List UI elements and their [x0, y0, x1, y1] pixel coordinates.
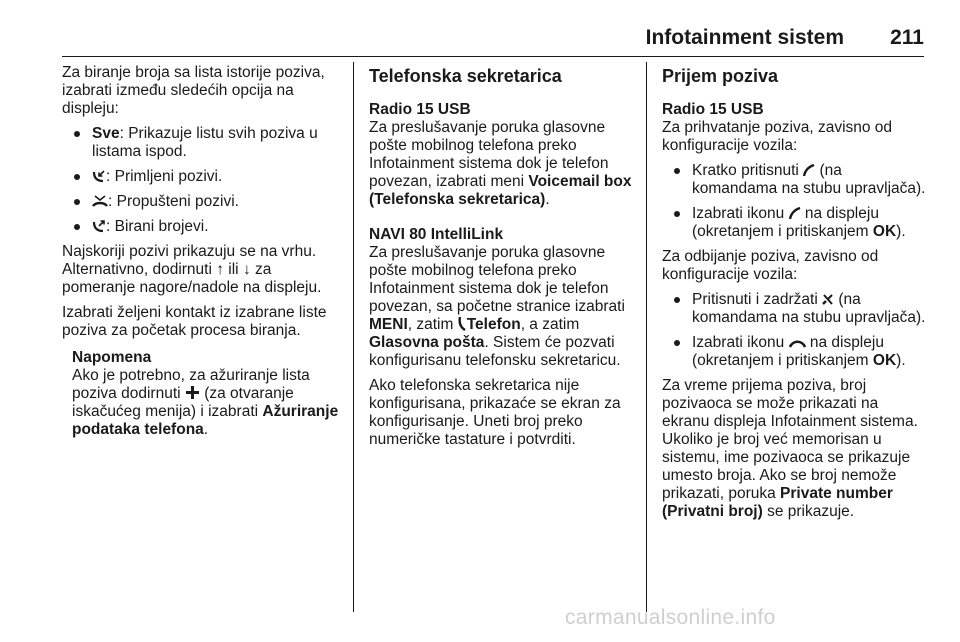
text: . [545, 191, 550, 208]
column-divider-2 [646, 62, 647, 612]
list-item [62, 125, 344, 161]
hang-up-icon [822, 293, 834, 306]
bold-text: OK [872, 223, 897, 240]
bold-text: Voicemail box (Telefonska sekretarica) [369, 173, 632, 208]
item-text: : Propušteni pozivi. [108, 193, 239, 210]
item-text: : Primljeni pozivi. [106, 168, 223, 185]
paragraph [369, 244, 641, 370]
column-voicemail [369, 64, 641, 456]
answer-call-icon [803, 164, 815, 177]
bold-text: Private number (Privatni broj) [662, 485, 893, 520]
list-item [62, 193, 344, 211]
list-item [662, 291, 928, 327]
incoming-call-icon [92, 169, 106, 183]
text: Kratko pritisnuti [692, 162, 799, 179]
bold-text: Glasovna pošta [369, 334, 485, 351]
section-title: Prijem poziva [662, 66, 779, 86]
text: za pomeranje nagore/nadole na displeju. [62, 261, 322, 296]
paragraph [369, 119, 641, 209]
text: . [203, 421, 209, 438]
subsection-title: Radio 15 USB [369, 101, 471, 118]
paragraph: Ako telefonska sekretarica nije konfigurisana, prikazaće se ekran za konfigurisanje. Uneti broj preko numeričke tastature i potvrditi. [369, 377, 621, 448]
text: Ako je potrebno, za ažuriranje lista poziva dodirnuti [72, 367, 310, 402]
item-bold: Sve [92, 125, 120, 142]
text: Izabrati ikonu [692, 334, 785, 351]
text: se prikazuje. [767, 503, 855, 520]
text: Pritisnuti i zadržati [692, 291, 818, 308]
paragraph [662, 377, 928, 521]
column-divider-1 [353, 62, 354, 612]
text: . Sistem će pozvati konfigurisanu telefonsku sekretaricu. [369, 334, 621, 369]
subsection-title: Radio 15 USB [662, 101, 764, 118]
text: (na komandama na stubu upravljača). [692, 162, 926, 197]
missed-call-icon [92, 194, 108, 208]
bold-text: OK [872, 352, 897, 369]
arrow-down-icon: ↓ [242, 261, 251, 278]
text: ili [228, 261, 239, 278]
note-block [62, 349, 344, 439]
select-contact-paragraph: Izabrati željeni kontakt iz izabrane liste poziva za početak procesa biranja. [62, 304, 327, 339]
end-call-icon [789, 337, 806, 349]
column-receiving-call [662, 64, 928, 528]
text: na displeju (okretanjem i pritiskanjem [692, 334, 884, 369]
text: (za otvaranje iskačućeg menija) i izabrati [72, 385, 294, 420]
header-title: Infotainment sistem [645, 26, 844, 49]
subsection-title: NAVI 80 IntelliLink [369, 226, 504, 243]
text: (na komandama na stubu upravljača). [692, 291, 926, 326]
watermark: carmanualsonline.info [565, 606, 776, 629]
paragraph: Za prihvatanje poziva, zavisno od konfiguracije vozila: [662, 119, 893, 154]
text: Za vreme prijema poziva, broj pozivaoca se može prikazati na ekranu displeja Infotainment sistema. Ukoliko je broj već memorisan u sistemu, ime pozivaoca se prikazuje umesto broja. Ako se broj nemože prikazati, poruka [662, 377, 918, 502]
page-number: 211 [890, 26, 924, 49]
text: Izabrati ikonu [692, 205, 785, 222]
bold-text: Telefon [466, 316, 521, 333]
list-item [62, 218, 344, 236]
item-text: : Prikazuje listu svih poziva u listama ispod. [92, 125, 318, 160]
list-item [662, 162, 928, 198]
text: , a zatim [520, 316, 580, 333]
plus-icon [185, 385, 200, 400]
intro-paragraph: Za biranje broja sa lista istorije poziva, izabrati između sledećih opcija na displeju: [62, 64, 325, 117]
outgoing-call-icon [92, 219, 106, 233]
arrow-up-icon: ↑ [216, 261, 224, 278]
section-title: Telefonska sekretarica [369, 66, 562, 86]
list-item [662, 205, 928, 241]
paragraph: Za odbijanje poziva, zavisno od konfiguracije vozila: [662, 248, 879, 283]
item-text: : Birani brojevi. [106, 218, 209, 235]
page-header [62, 26, 924, 56]
list-item [62, 168, 344, 186]
scroll-paragraph [62, 243, 344, 297]
text: Najskoriji pozivi prikazuju se na vrhu. Alternativno, dodirnuti [62, 243, 317, 278]
phone-icon [458, 316, 467, 331]
note-title: Napomena [72, 349, 152, 366]
header-rule [62, 56, 924, 57]
answer-call-icon [789, 207, 801, 220]
text: Za preslušavanje poruka glasovne pošte mobilnog telefona preko Infotainment sistema dok je telefon povezan, sa početne stranice izabrati [369, 244, 625, 315]
text: , zatim [407, 316, 454, 333]
list-item [662, 334, 928, 370]
bold-text: MENI [369, 316, 408, 333]
text: Za preslušavanje poruka glasovne pošte mobilnog telefona preko Infotainment sistema dok je telefon povezan, izabrati meni [369, 119, 609, 190]
column-call-history [62, 64, 344, 439]
text: ). [896, 223, 906, 240]
bold-text: Ažuriranje podataka telefona [72, 403, 339, 438]
text: ). [896, 352, 906, 369]
text: na displeju (okretanjem i pritiskanjem [692, 205, 879, 240]
